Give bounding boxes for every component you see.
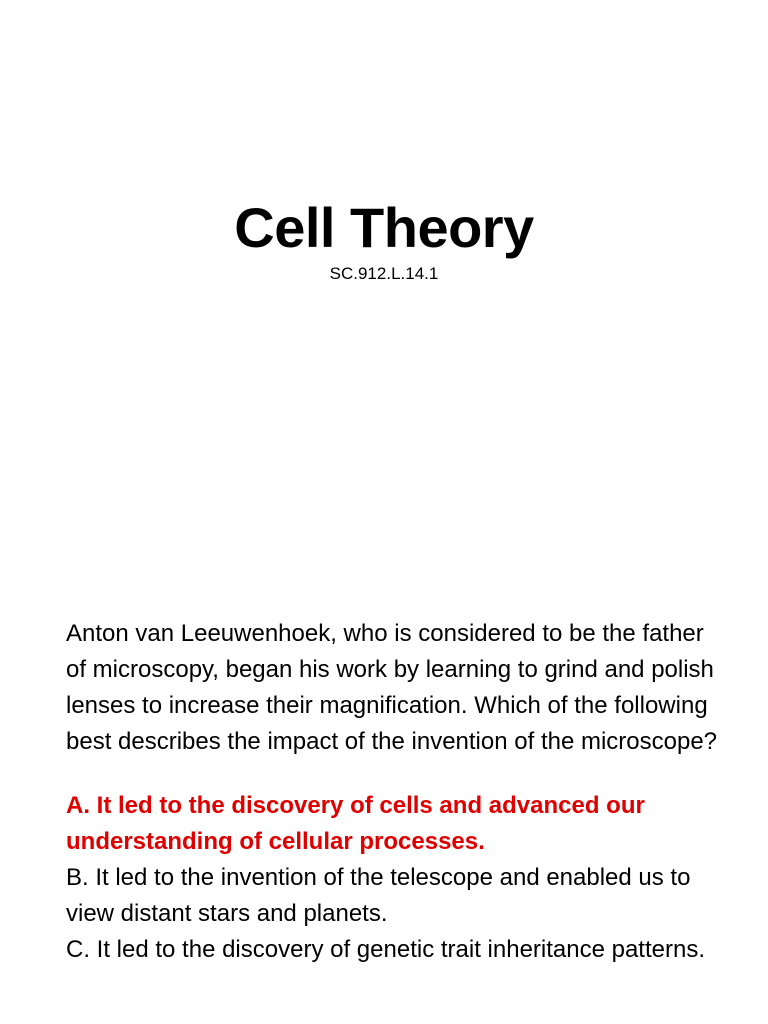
slide-subtitle: SC.912.L.14.1 bbox=[329, 264, 439, 283]
answer-a-correct: A. It led to the discovery of cells and advanced our understanding of cellular processes. bbox=[66, 792, 645, 855]
question-block bbox=[66, 616, 726, 968]
question-text: Anton van Leeuwenhoek, who is considered to be the father of microscopy, began his work by learning to grind and polish lenses to increase their magnification. Which of the following best describes the impact of the invention of the microscope? bbox=[66, 620, 718, 755]
answer-c: C. It led to the discovery of genetic trait inheritance patterns. bbox=[66, 936, 705, 963]
slide-title: Cell Theory bbox=[234, 196, 534, 259]
answer-b: B. It led to the invention of the telescope and enabled us to view distant stars and planets. bbox=[66, 864, 691, 927]
